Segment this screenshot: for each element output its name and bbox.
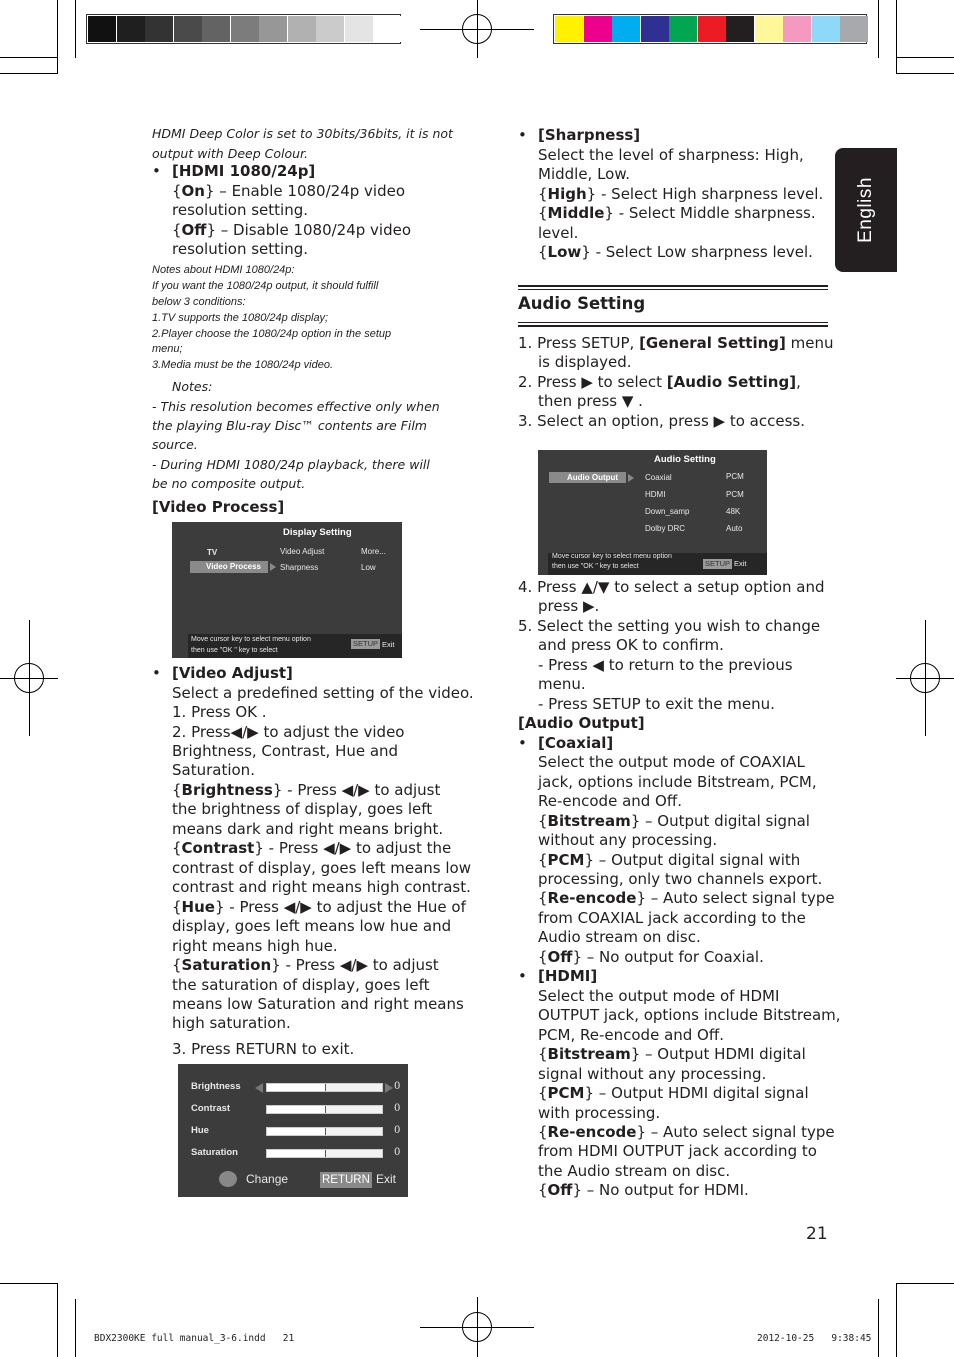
heading-rule-bottom-thin (518, 322, 828, 323)
adjust-slider-fill (267, 1084, 326, 1091)
coaxial-pcm: {PCM} – Output digital signal with (538, 851, 801, 869)
gray-swatch (174, 16, 202, 42)
change-label: Change (246, 1172, 289, 1186)
color-swatch (812, 16, 840, 42)
adjust-row-value: 0 (394, 1125, 401, 1136)
audio-value-dolby-drc: Auto (726, 524, 743, 533)
audio-setting-screenshot (538, 450, 767, 575)
footer-timestamp: 2012-10-25 9:38:45 (757, 1333, 872, 1344)
audio-item-hdmi: HDMI (645, 490, 666, 499)
screen-title: Display Setting (283, 527, 352, 538)
audio-item-downsamp: Down_samp (645, 507, 690, 516)
bullet-icon: • (152, 664, 161, 682)
color-swatch (840, 16, 868, 42)
adjust-row-value: 0 (394, 1103, 401, 1114)
change-icon (219, 1171, 237, 1187)
sharpness-middle: {Middle} - Select Middle sharpness. (538, 204, 816, 222)
coaxial-reencode: {Re-encode} – Auto select signal type (538, 889, 835, 907)
audio-value-coaxial: PCM (726, 472, 744, 481)
hdmi-1080-off-2: resolution setting. (172, 240, 309, 258)
color-swatch (698, 16, 726, 42)
heading-rule-top (518, 285, 828, 287)
color-swatch (783, 16, 811, 42)
coaxial-bitstream-2: without any processing. (538, 831, 718, 849)
color-swatch (669, 16, 697, 42)
audio-step-3: 3. Select an option, press ▶ to access. (518, 412, 805, 430)
hdmi-off: {Off} – No output for HDMI. (538, 1181, 749, 1199)
color-swatch (612, 16, 640, 42)
screen-menu-tv: TV (207, 548, 218, 557)
audio-menu-output: Audio Output (567, 473, 619, 482)
bullet-icon: • (518, 967, 527, 985)
color-swatch (641, 16, 669, 42)
coaxial-heading: [Coaxial] (538, 734, 614, 752)
sharpness-line: Select the level of sharpness: High, (538, 146, 804, 164)
audio-screen-hint-1: Move cursor key to select menu option (552, 553, 672, 560)
audio-item-dolby-drc: Dolby DRC (645, 524, 686, 533)
color-swatch (584, 16, 612, 42)
gray-swatch (316, 16, 344, 42)
audio-step-2: 2. Press ▶ to select [Audio Setting], (518, 373, 801, 391)
audio-screen-exit: Exit (734, 559, 747, 568)
page-number: 21 (806, 1224, 828, 1244)
hdmi-1080-on-2: resolution setting. (172, 201, 309, 219)
coaxial-off: {Off} – No output for Coaxial. (538, 948, 764, 966)
return-button: RETURN (322, 1174, 370, 1186)
coaxial-bitstream: {Bitstream} – Output digital signal (538, 812, 810, 830)
gray-swatch (231, 16, 259, 42)
audio-step-1-cont: is displayed. (538, 353, 632, 371)
hdmi-line: OUTPUT jack, options include Bitstream, (538, 1006, 841, 1024)
language-tab (835, 148, 897, 272)
sharpness-middle-2: level. (538, 224, 579, 242)
screen-hint-1: Move cursor key to select menu option (191, 636, 311, 643)
hdmi-heading: [HDMI] (538, 967, 598, 985)
adjust-slider[interactable] (266, 1127, 383, 1136)
sharpness-high: {High} - Select High sharpness level. (538, 185, 824, 203)
hdmi-bitstream: {Bitstream} – Output HDMI digital (538, 1045, 806, 1063)
gray-swatch (288, 16, 316, 42)
language-label: English (855, 177, 876, 243)
notes-title: Notes: (172, 379, 213, 394)
hdmi-bitstream-2: signal without any processing. (538, 1065, 767, 1083)
gray-swatch (117, 16, 145, 42)
bullet-icon: • (518, 126, 527, 144)
adjust-row-label: Brightness (191, 1081, 241, 1092)
adjust-slider-fill (267, 1150, 326, 1157)
bullet-icon: • (152, 162, 161, 180)
color-swatch (726, 16, 754, 42)
audio-screen-title: Audio Setting (654, 454, 716, 465)
menu-arrow-icon (628, 474, 634, 482)
coaxial-line: Re-encode and Off. (538, 792, 682, 810)
gray-swatch (373, 16, 401, 42)
press-return-step: 3. Press RETURN to exit. (172, 1040, 355, 1058)
adjust-slider-fill (267, 1128, 326, 1135)
deep-color-note-line-1: HDMI Deep Color is set to 30bits/36bits, it is not (152, 126, 453, 141)
slider-left-arrow-icon (255, 1083, 263, 1093)
adjust-row-label: Contrast (191, 1103, 231, 1114)
screen-item-video-adjust: Video Adjust (280, 547, 325, 556)
bullet-icon: • (518, 734, 527, 752)
hdmi-reencode-3: the Audio stream on disc. (538, 1162, 731, 1180)
screen-hint-2: then use "OK " key to select (191, 647, 278, 654)
adjust-exit: Exit (376, 1172, 397, 1186)
screen-menu-video-process: Video Process (206, 562, 261, 571)
video-adjust-screenshot (178, 1064, 408, 1197)
audio-value-downsamp: 48K (726, 507, 741, 516)
coaxial-reencode-2: from COAXIAL jack according to the (538, 909, 806, 927)
heading-rule-top-thin (518, 289, 828, 290)
adjust-row-label: Hue (191, 1125, 209, 1136)
adjust-slider[interactable] (266, 1105, 383, 1114)
setup-button: SETUP (705, 559, 731, 568)
menu-arrow-icon (270, 563, 276, 571)
gray-swatch (345, 16, 373, 42)
footer-filename: BDX2300KE full manual_3-6.indd 21 (94, 1333, 295, 1344)
screen-value-low: Low (361, 563, 376, 572)
sharpness-low: {Low} - Select Low sharpness level. (538, 243, 813, 261)
audio-screen-hint-2: then use "OK " key to select (552, 563, 639, 570)
gray-swatch (202, 16, 230, 42)
sharpness-heading: [Sharpness] (538, 126, 641, 144)
audio-output-heading: [Audio Output] (518, 714, 645, 732)
hdmi-reencode-2: from HDMI OUTPUT jack according to (538, 1142, 817, 1160)
coaxial-reencode-3: Audio stream on disc. (538, 928, 701, 946)
adjust-row-value: 0 (394, 1147, 401, 1158)
hdmi-pcm: {PCM} – Output HDMI digital signal (538, 1084, 809, 1102)
hdmi-line: Select the output mode of HDMI (538, 987, 780, 1005)
color-swatch (555, 16, 583, 42)
setup-button: SETUP (353, 639, 379, 648)
coaxial-pcm-2: processing, only two channels export. (538, 870, 823, 888)
audio-setting-heading: Audio Setting (518, 294, 646, 313)
screen-value-more: More... (361, 547, 386, 556)
gray-swatch (88, 16, 116, 42)
display-setting-screenshot (172, 522, 402, 658)
color-swatch (755, 16, 783, 42)
gray-swatch (259, 16, 287, 42)
gray-swatch (145, 16, 173, 42)
coaxial-line: Select the output mode of COAXIAL (538, 753, 805, 771)
hdmi-reencode: {Re-encode} – Auto select signal type (538, 1123, 835, 1141)
audio-value-hdmi: PCM (726, 490, 744, 499)
slider-right-arrow-icon (385, 1083, 393, 1093)
coaxial-line: jack, options include Bitstream, PCM, (538, 773, 817, 791)
adjust-row-label: Saturation (191, 1147, 238, 1158)
screen-item-sharpness: Sharpness (280, 563, 319, 572)
video-process-heading: [Video Process] (152, 498, 285, 516)
hdmi-pcm-2: with processing. (538, 1104, 661, 1122)
hdmi-1080-off: {Off} – Disable 1080/24p video (172, 221, 412, 239)
hdmi-1080-heading: [HDMI 1080/24p] (172, 162, 316, 180)
heading-rule-bottom (518, 325, 828, 327)
hdmi-1080-on: {On} – Enable 1080/24p video (172, 182, 406, 200)
adjust-slider[interactable] (266, 1083, 383, 1092)
screen-exit: Exit (382, 640, 395, 649)
adjust-slider[interactable] (266, 1149, 383, 1158)
video-adjust-heading: [Video Adjust] (172, 664, 293, 682)
audio-step-1: 1. Press SETUP, [General Setting] menu (518, 334, 834, 352)
adjust-row-value: 0 (394, 1081, 401, 1092)
deep-color-note-line-2: output with Deep Colour. (152, 146, 308, 161)
adjust-slider-fill (267, 1106, 326, 1113)
audio-item-coaxial: Coaxial (645, 473, 672, 482)
audio-step-2-cont: then press ▼ . (538, 392, 643, 410)
sharpness-line: Middle, Low. (538, 165, 631, 183)
hdmi-line: PCM, Re-encode and Off. (538, 1026, 724, 1044)
